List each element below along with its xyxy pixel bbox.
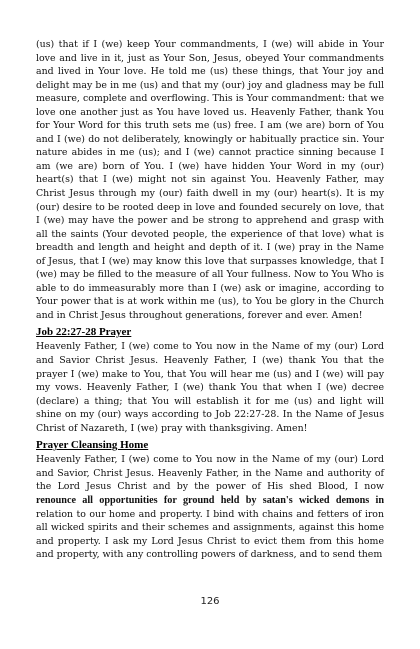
cleansing-text-bold: renounce all opportunities for ground held by satan's wicked demons in — [36, 494, 384, 506]
job-prayer-paragraph: Heavenly Father, I (we) come to You now in the Name of my (our) Lord and Savior Christ Jesus. Heavenly Father, I (we) thank You that the prayer I (we) make to You, that You will hear me (us) and I (we) will pay my vows. Heavenly Father, I (we) thank You that when I (we) decree (declare) a thing; that You will establish it for me (us) and light will shine on my (our) ways according to Job 22:27-28. In the Name of Jesus Christ of Nazareth, I (we) pray with thanksgiving. Amen! — [36, 341, 384, 434]
page-number: 126 — [200, 596, 220, 607]
section-title-job-prayer: Job 22:27-28 Prayer — [36, 326, 132, 339]
document-page — [36, 38, 384, 562]
cleansing-home-paragraph — [36, 453, 384, 561]
cleansing-text-start: Heavenly Father, I (we) come to You now in the Name of my (our) Lord and Savior, Christ Jesus. Heavenly Father, in the Name and authority of the Lord Jesus Christ and by the power of His shed Blood, I now — [36, 454, 384, 493]
cleansing-text-end: relation to our home and property. I bind with chains and fetters of iron all wicked spirits and their schemes and assignments, against this home and property. I ask my Lord Jesus Christ to evict them from this home and property, with any controlling powers of darkness, and to send them — [36, 508, 384, 561]
section-title-cleansing-home: Prayer Cleansing Home — [36, 439, 149, 452]
intro-paragraph: (us) that if I (we) keep Your commandments, I (we) will abide in Your love and live in it, just as Your Son, Jesus, obeyed Your commandments and lived in Your love. He told me (us) these things, that Your joy and delight may be in me (us) and that my (our) joy and gladness may be full measure, complete and overflowing. This is Your commandment: that we love one another just as You have loved us. Heavenly Father, thank You for Your Word for this truth sets me (us) free. I am (we are) born of You and I (we) do not deliberately, knowingly or habitually practice sin. Your nature abides in me (us); and I (we) cannot practice sinning because I am (we are) born of You. I (we) have hidden Your Word in my (our) heart(s) that I (we) might not sin against You. Heavenly Father, may Christ Jesus through my (our) faith dwell in my (our) heart(s). It is my (our) desire to be rooted deep in love and founded securely on love, that I (we) may have the power and be strong to apprehend and grasp with all the saints (Your devoted people, the experience of that love) what is breadth and length and height and depth of it. I (we) pray in the Name of Jesus, that I (we) may know this love that surpasses knowledge, that I (we) may be filled to the measure of all Your fullness. Now to You Who is able to do immeasurably more than I (we) ask or imagine, according to Your power that is at work within me (us), to You be glory in the Church and in Christ Jesus throughout generations, forever and ever. Amen! — [36, 39, 384, 321]
